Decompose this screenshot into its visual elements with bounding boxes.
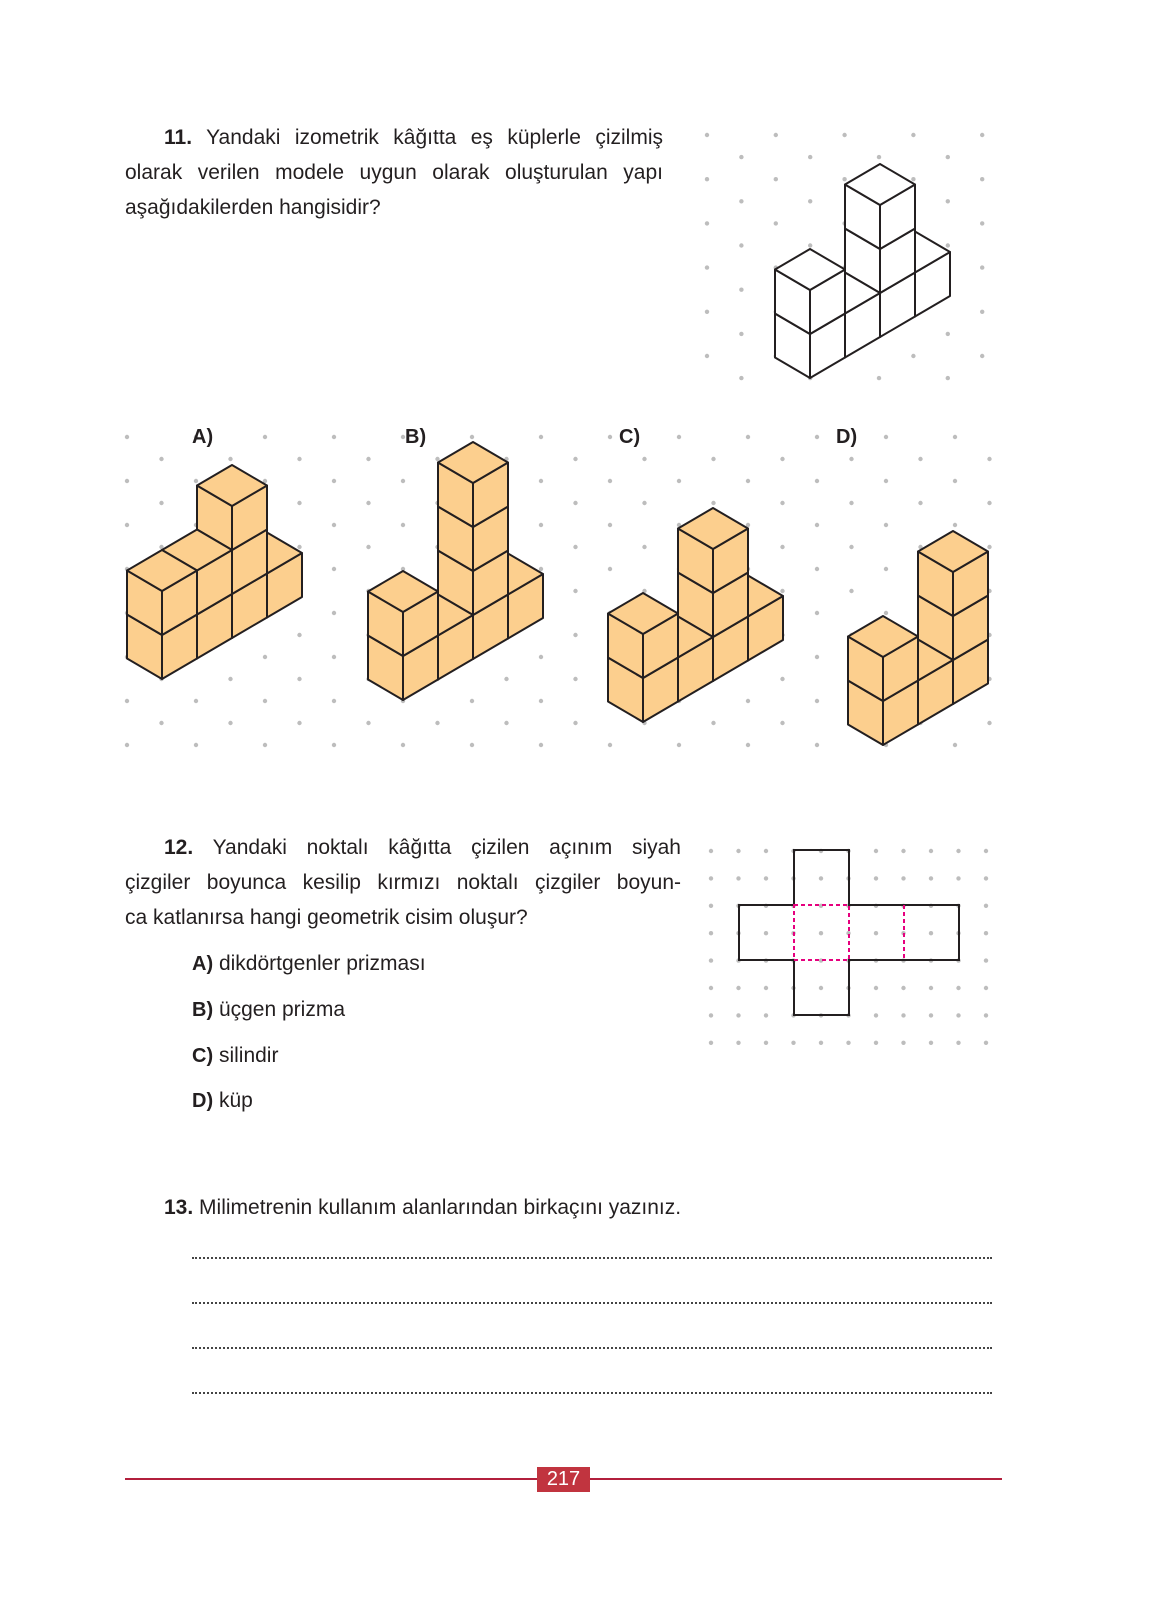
grid-dot <box>842 177 846 181</box>
grid-dot <box>980 221 984 225</box>
grid-dot <box>736 1041 740 1045</box>
grid-dot <box>228 457 232 461</box>
footer-rule-right <box>590 1478 1002 1480</box>
grid-dot <box>435 457 439 461</box>
grid-dot <box>929 986 933 990</box>
option-label: A) <box>192 953 214 975</box>
grid-dot <box>470 699 474 703</box>
question-text-line: aşağıdakilerden hangisidir? <box>125 196 381 219</box>
grid-dot <box>780 501 784 505</box>
grid-dot <box>780 457 784 461</box>
grid-dot <box>984 876 988 880</box>
grid-dot <box>297 677 301 681</box>
grid-dot <box>332 611 336 615</box>
grid-dot <box>332 655 336 659</box>
grid-dot <box>815 611 819 615</box>
question-12 <box>125 830 681 935</box>
grid-dot <box>984 1041 988 1045</box>
grid-dot <box>849 457 853 461</box>
grid-dot <box>774 177 778 181</box>
grid-dot <box>739 243 743 247</box>
question-text: Milimetrenin kullanım alanlarından birkaçını yazınız. <box>199 1196 682 1219</box>
grid-dot <box>987 457 991 461</box>
grid-dot <box>709 904 713 908</box>
grid-dot <box>877 376 881 380</box>
grid-dot <box>709 986 713 990</box>
grid-dot <box>573 633 577 637</box>
grid-dot <box>642 501 646 505</box>
grid-dot <box>709 876 713 880</box>
grid-dot <box>736 1013 740 1017</box>
grid-dot <box>929 1041 933 1045</box>
grid-dot <box>332 479 336 483</box>
grid-dot <box>815 567 819 571</box>
grid-dot <box>401 479 405 483</box>
grid-dot <box>705 177 709 181</box>
grid-dot <box>901 849 905 853</box>
grid-dot <box>808 243 812 247</box>
grid-dot <box>573 677 577 681</box>
grid-dot <box>901 1041 905 1045</box>
grid-dot <box>884 611 888 615</box>
answer-line[interactable] <box>192 1392 992 1394</box>
grid-dot <box>877 155 881 159</box>
grid-dot <box>929 876 933 880</box>
grid-dot <box>918 501 922 505</box>
grid-dot <box>980 133 984 137</box>
option-label: D) <box>192 1090 214 1112</box>
option-text: dikdörtgenler prizması <box>218 952 426 975</box>
grid-dot <box>711 457 715 461</box>
grid-dot <box>774 133 778 137</box>
grid-dot <box>956 1013 960 1017</box>
grid-dot <box>842 133 846 137</box>
grid-dot <box>746 699 750 703</box>
grid-dot <box>125 435 129 439</box>
grid-dot <box>884 523 888 527</box>
grid-dot <box>984 958 988 962</box>
grid-dot <box>819 931 823 935</box>
answer-line[interactable] <box>192 1257 992 1259</box>
grid-dot <box>711 721 715 725</box>
grid-dot <box>736 876 740 880</box>
grid-dot <box>709 1013 713 1017</box>
grid-dot <box>435 721 439 725</box>
question-text-line: çizgiler boyunca kesilip kırmızı noktalı çizgiler boyun- <box>125 871 681 894</box>
grid-dot <box>539 479 543 483</box>
grid-dot <box>366 545 370 549</box>
grid-dot <box>846 1041 850 1045</box>
grid-dot <box>984 904 988 908</box>
grid-dot <box>739 199 743 203</box>
grid-dot <box>874 849 878 853</box>
grid-dot <box>929 931 933 935</box>
grid-dot <box>705 133 709 137</box>
grid-dot <box>608 743 612 747</box>
grid-dot <box>705 265 709 269</box>
grid-dot <box>911 133 915 137</box>
q12-option-d[interactable] <box>192 1089 253 1113</box>
grid-dot <box>539 523 543 527</box>
grid-dot <box>780 677 784 681</box>
grid-dot <box>946 376 950 380</box>
grid-dot <box>946 155 950 159</box>
grid-dot <box>194 479 198 483</box>
grid-dot <box>573 545 577 549</box>
grid-dot <box>366 457 370 461</box>
grid-dot <box>608 479 612 483</box>
grid-dot <box>980 265 984 269</box>
grid-dot <box>263 743 267 747</box>
grid-dot <box>984 849 988 853</box>
grid-dot <box>642 545 646 549</box>
grid-dot <box>884 479 888 483</box>
grid-dot <box>504 721 508 725</box>
q12-option-c[interactable] <box>192 1044 278 1068</box>
grid-dot <box>125 523 129 527</box>
grid-dot <box>901 876 905 880</box>
grid-dot <box>849 501 853 505</box>
grid-dot <box>297 721 301 725</box>
grid-dot <box>815 699 819 703</box>
grid-dot <box>332 567 336 571</box>
grid-dot <box>746 435 750 439</box>
grid-dot <box>194 743 198 747</box>
grid-dot <box>332 699 336 703</box>
grid-dot <box>608 435 612 439</box>
grid-dot <box>780 589 784 593</box>
grid-dot <box>980 177 984 181</box>
grid-dot <box>573 501 577 505</box>
grid-dot <box>263 699 267 703</box>
grid-dot <box>874 1041 878 1045</box>
grid-dot <box>739 288 743 292</box>
question-text-line: olarak verilen modele uygun olarak oluşturulan yapı <box>125 161 663 184</box>
grid-dot <box>764 849 768 853</box>
option-text: üçgen prizma <box>218 998 346 1021</box>
q12-option-a[interactable] <box>192 952 426 976</box>
grid-dot <box>332 435 336 439</box>
grid-dot <box>849 545 853 549</box>
grid-dot <box>539 567 543 571</box>
grid-dot <box>764 931 768 935</box>
grid-dot <box>874 931 878 935</box>
grid-dot <box>953 479 957 483</box>
grid-dot <box>736 986 740 990</box>
grid-dot <box>953 743 957 747</box>
footer-rule-left <box>125 1478 537 1480</box>
grid-dot <box>159 501 163 505</box>
grid-dot <box>573 721 577 725</box>
grid-dot <box>764 986 768 990</box>
question-text-line: Yandaki izometrik kâğıtta eş küplerle çizilmiş <box>206 126 663 149</box>
grid-dot <box>884 435 888 439</box>
grid-dot <box>956 849 960 853</box>
grid-dot <box>929 1013 933 1017</box>
grid-dot <box>573 457 577 461</box>
grid-dot <box>332 523 336 527</box>
grid-dot <box>366 721 370 725</box>
grid-dot <box>911 354 915 358</box>
grid-dot <box>711 501 715 505</box>
grid-dot <box>780 721 784 725</box>
question-text-line: Yandaki noktalı kâğıtta çizilen açınım siyah <box>212 836 681 859</box>
grid-dot <box>956 1041 960 1045</box>
option-text: küp <box>218 1089 253 1112</box>
grid-dot <box>764 1013 768 1017</box>
grid-dot <box>677 435 681 439</box>
grid-dot <box>739 155 743 159</box>
grid-dot <box>980 310 984 314</box>
question-11 <box>125 120 663 225</box>
grid-dot <box>297 457 301 461</box>
grid-dot <box>677 743 681 747</box>
grid-dot <box>746 743 750 747</box>
answer-line[interactable] <box>192 1347 992 1349</box>
grid-dot <box>194 699 198 703</box>
grid-dot <box>470 435 474 439</box>
option-b-label[interactable]: B) <box>405 426 427 448</box>
question-number: 12. <box>164 836 194 859</box>
question-text-line: ca katlanırsa hangi geometrik cisim oluşur? <box>125 906 528 929</box>
grid-dot <box>946 199 950 203</box>
grid-dot <box>984 1013 988 1017</box>
grid-dot <box>946 332 950 336</box>
grid-dot <box>573 589 577 593</box>
grid-dot <box>946 243 950 247</box>
grid-dot <box>539 699 543 703</box>
grid-dot <box>705 221 709 225</box>
grid-dot <box>901 986 905 990</box>
grid-dot <box>984 986 988 990</box>
grid-dot <box>980 354 984 358</box>
grid-dot <box>263 655 267 659</box>
grid-dot <box>815 435 819 439</box>
answer-line[interactable] <box>192 1302 992 1304</box>
grid-dot <box>705 354 709 358</box>
grid-dot <box>819 876 823 880</box>
grid-dot <box>987 721 991 725</box>
grid-dot <box>332 743 336 747</box>
grid-dot <box>539 743 543 747</box>
grid-dot <box>746 479 750 483</box>
grid-dot <box>815 655 819 659</box>
grid-dot <box>159 721 163 725</box>
option-a-label[interactable]: A) <box>192 426 214 448</box>
grid-dot <box>228 721 232 725</box>
grid-dot <box>297 545 301 549</box>
grid-dot <box>984 931 988 935</box>
grid-dot <box>608 567 612 571</box>
option-d-label[interactable]: D) <box>836 426 858 448</box>
grid-dot <box>791 1041 795 1045</box>
grid-dot <box>297 633 301 637</box>
grid-dot <box>739 332 743 336</box>
grid-dot <box>874 876 878 880</box>
grid-dot <box>815 743 819 747</box>
grid-dot <box>470 743 474 747</box>
grid-dot <box>125 479 129 483</box>
grid-dot <box>739 376 743 380</box>
grid-dot <box>228 677 232 681</box>
grid-dot <box>764 1041 768 1045</box>
grid-dot <box>642 457 646 461</box>
grid-dot <box>918 457 922 461</box>
grid-dot <box>874 986 878 990</box>
grid-dot <box>953 523 957 527</box>
grid-dot <box>709 931 713 935</box>
grid-dot <box>849 589 853 593</box>
grid-dot <box>263 435 267 439</box>
grid-dot <box>705 310 709 314</box>
grid-dot <box>125 699 129 703</box>
grid-dot <box>819 986 823 990</box>
grid-dot <box>709 958 713 962</box>
q12-option-b[interactable] <box>192 998 345 1022</box>
grid-dot <box>736 849 740 853</box>
grid-dot <box>297 501 301 505</box>
grid-dot <box>884 567 888 571</box>
question-number: 13. <box>164 1196 194 1219</box>
grid-dot <box>815 523 819 527</box>
option-label: B) <box>192 999 214 1021</box>
grid-dot <box>987 545 991 549</box>
grid-dot <box>901 1013 905 1017</box>
page-number: 217 <box>537 1467 590 1492</box>
grid-dot <box>780 545 784 549</box>
grid-dot <box>504 677 508 681</box>
grid-dot <box>401 523 405 527</box>
grid-dot <box>774 221 778 225</box>
grid-dot <box>929 849 933 853</box>
grid-dot <box>874 1013 878 1017</box>
grid-dot <box>677 479 681 483</box>
grid-dot <box>366 501 370 505</box>
grid-dot <box>808 155 812 159</box>
grid-dot <box>953 435 957 439</box>
grid-dot <box>709 849 713 853</box>
grid-dot <box>401 743 405 747</box>
question-13 <box>164 1190 681 1225</box>
option-text: silindir <box>218 1044 279 1067</box>
grid-dot <box>815 479 819 483</box>
grid-dot <box>819 1041 823 1045</box>
option-label: C) <box>192 1045 214 1067</box>
grid-dot <box>539 435 543 439</box>
grid-dot <box>709 1041 713 1045</box>
grid-dot <box>987 501 991 505</box>
grid-dot <box>539 655 543 659</box>
grid-dot <box>911 177 915 181</box>
question-number: 11. <box>164 126 193 149</box>
grid-dot <box>956 986 960 990</box>
grid-dot <box>159 457 163 461</box>
grid-dot <box>608 523 612 527</box>
grid-dot <box>956 876 960 880</box>
grid-dot <box>764 876 768 880</box>
option-c-label[interactable]: C) <box>619 426 641 448</box>
grid-dot <box>125 743 129 747</box>
grid-dot <box>808 199 812 203</box>
